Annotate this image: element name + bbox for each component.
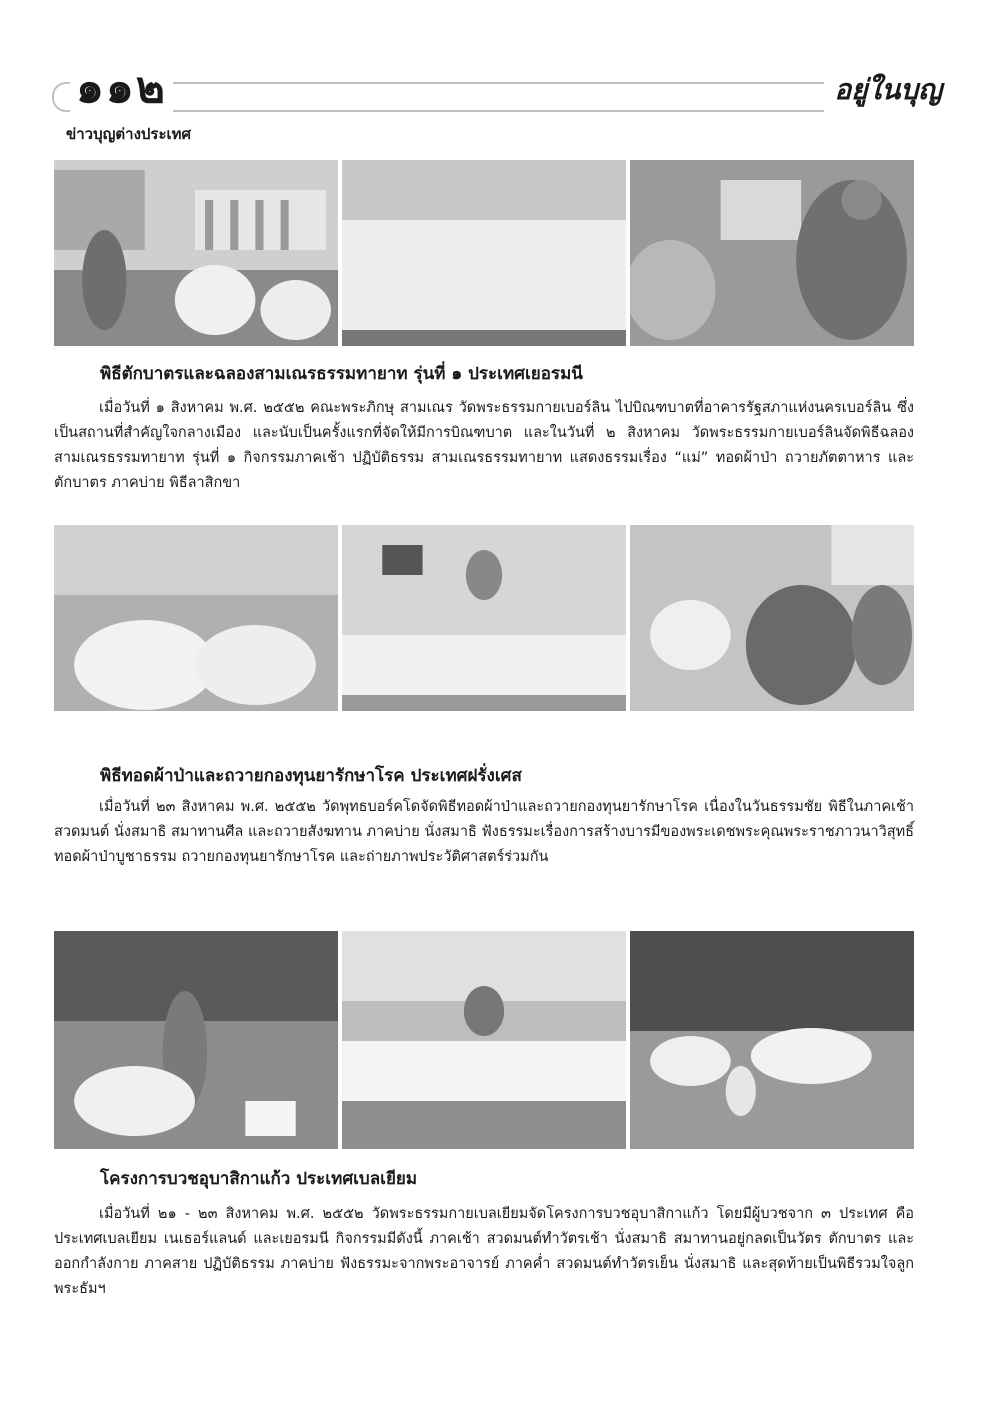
article-title-france: พิธีทอดผ้าป่าและถวายกองทุนยารักษาโรค ประเทศฝรั่งเศส bbox=[100, 766, 522, 786]
photo-monk-with-novices bbox=[630, 160, 914, 346]
article-body-germany: เมื่อวันที่ ๑ สิงหาคม พ.ศ. ๒๕๕๒ คณะพระภิกษุ สามเณร วัดพระธรรมกายเบอร์ลิน ไปบิณฑบาตที่อาคารรัฐสภาแห่งนครเบอร์ลิน ซึ่งเป็นสถานที่สำคัญใจกลางเมือง และนับเป็นครั้งแรกที่จัดให้มีการบิณฑบาต และในวันที่ ๒ สิงหาคม วัดพระธรรมกายเบอร์ลินจัดพิธีฉลองสามเณรธรรมทายาท รุ่นที่ ๑ กิจกรรมภาคเช้า ปฏิบัติธรรม สามเณรธรรมทายาท แสดงธรรมเรื่อง “แม่” ทอดผ้าป่า ถวายภัตตาหาร และตักบาตร ภาคบ่าย พิธีลาสิกขา bbox=[54, 400, 914, 491]
photo-group-shrine-room bbox=[342, 525, 626, 711]
photo-monks-offering bbox=[630, 525, 914, 711]
photo-upasika-group-hall bbox=[342, 931, 626, 1149]
photo-monks-almsround-berlin bbox=[54, 160, 338, 346]
magazine-logo: อยู่ในบุญ bbox=[824, 66, 952, 114]
article-title-belgium: โครงการบวชอุบาสิกาแก้ว ประเทศเบลเยียม bbox=[100, 1169, 418, 1189]
article-title-germany: พิธีตักบาตรและฉลองสามเณรธรรมทายาท รุ่นที่ ๑ ประเทศเยอรมนี bbox=[100, 364, 583, 384]
photo-exercise-lawn bbox=[630, 931, 914, 1149]
photo-novice-group-portrait bbox=[342, 160, 626, 346]
article-body-france: เมื่อวันที่ ๒๓ สิงหาคม พ.ศ. ๒๕๕๒ วัดพุทธบอร์คโดจัดพิธีทอดผ้าป่าและถวายกองทุนยารักษาโรค เนื่องในวันธรรมชัย พิธีในภาคเช้า สวดมนต์ นั่งสมาธิ สมาทานศีล และถวายสังฆทาน ภาคบ่าย นั่งสมาธิ ฟังธรรมะเรื่องการสร้างบารมีของพระเดชพระคุณพระราชภาวนาวิสุทธิ์ ทอดผ้าป่าบูชาธรรม ถวายกองทุนยารักษาโรค และถ่ายภาพประวัติศาสตร์ร่วมกัน bbox=[54, 799, 914, 865]
article-body-belgium: เมื่อวันที่ ๒๑ - ๒๓ สิงหาคม พ.ศ. ๒๕๕๒ วัดพระธรรมกายเบลเยียมจัดโครงการบวชอุบาสิกาแก้ว โดยมีผู้บวชจาก ๓ ประเทศ คือ ประเทศเบลเยียม เนเธอร์แลนด์ และเยอรมนี กิจกรรมมีดังนี้ ภาคเช้า สวดมนต์ทำวัตรเช้า นั่งสมาธิ สมาทานอยู่กลดเป็นวัตร ตักบาตร และออกกำลังกาย ภาคสาย ปฏิบัติธรรม ภาคบ่าย ฟังธรรมะจากพระอาจารย์ ภาคค่ำ สวดมนต์ทำวัตรเย็น นั่งสมาธิ และสุดท้ายเป็นพิธีรวมใจลูกพระธัมฯ bbox=[54, 1206, 914, 1297]
photo-almsround-garden bbox=[54, 931, 338, 1149]
photo-row-germany bbox=[54, 160, 914, 346]
section-label: ข่าวบุญต่างประเทศ bbox=[66, 125, 192, 143]
photo-row-belgium bbox=[54, 931, 914, 1149]
photo-row-france bbox=[54, 525, 914, 711]
header-rule bbox=[52, 82, 926, 112]
photo-laypeople-seated bbox=[54, 525, 338, 711]
page-number: ๑๑๒ bbox=[70, 52, 173, 122]
